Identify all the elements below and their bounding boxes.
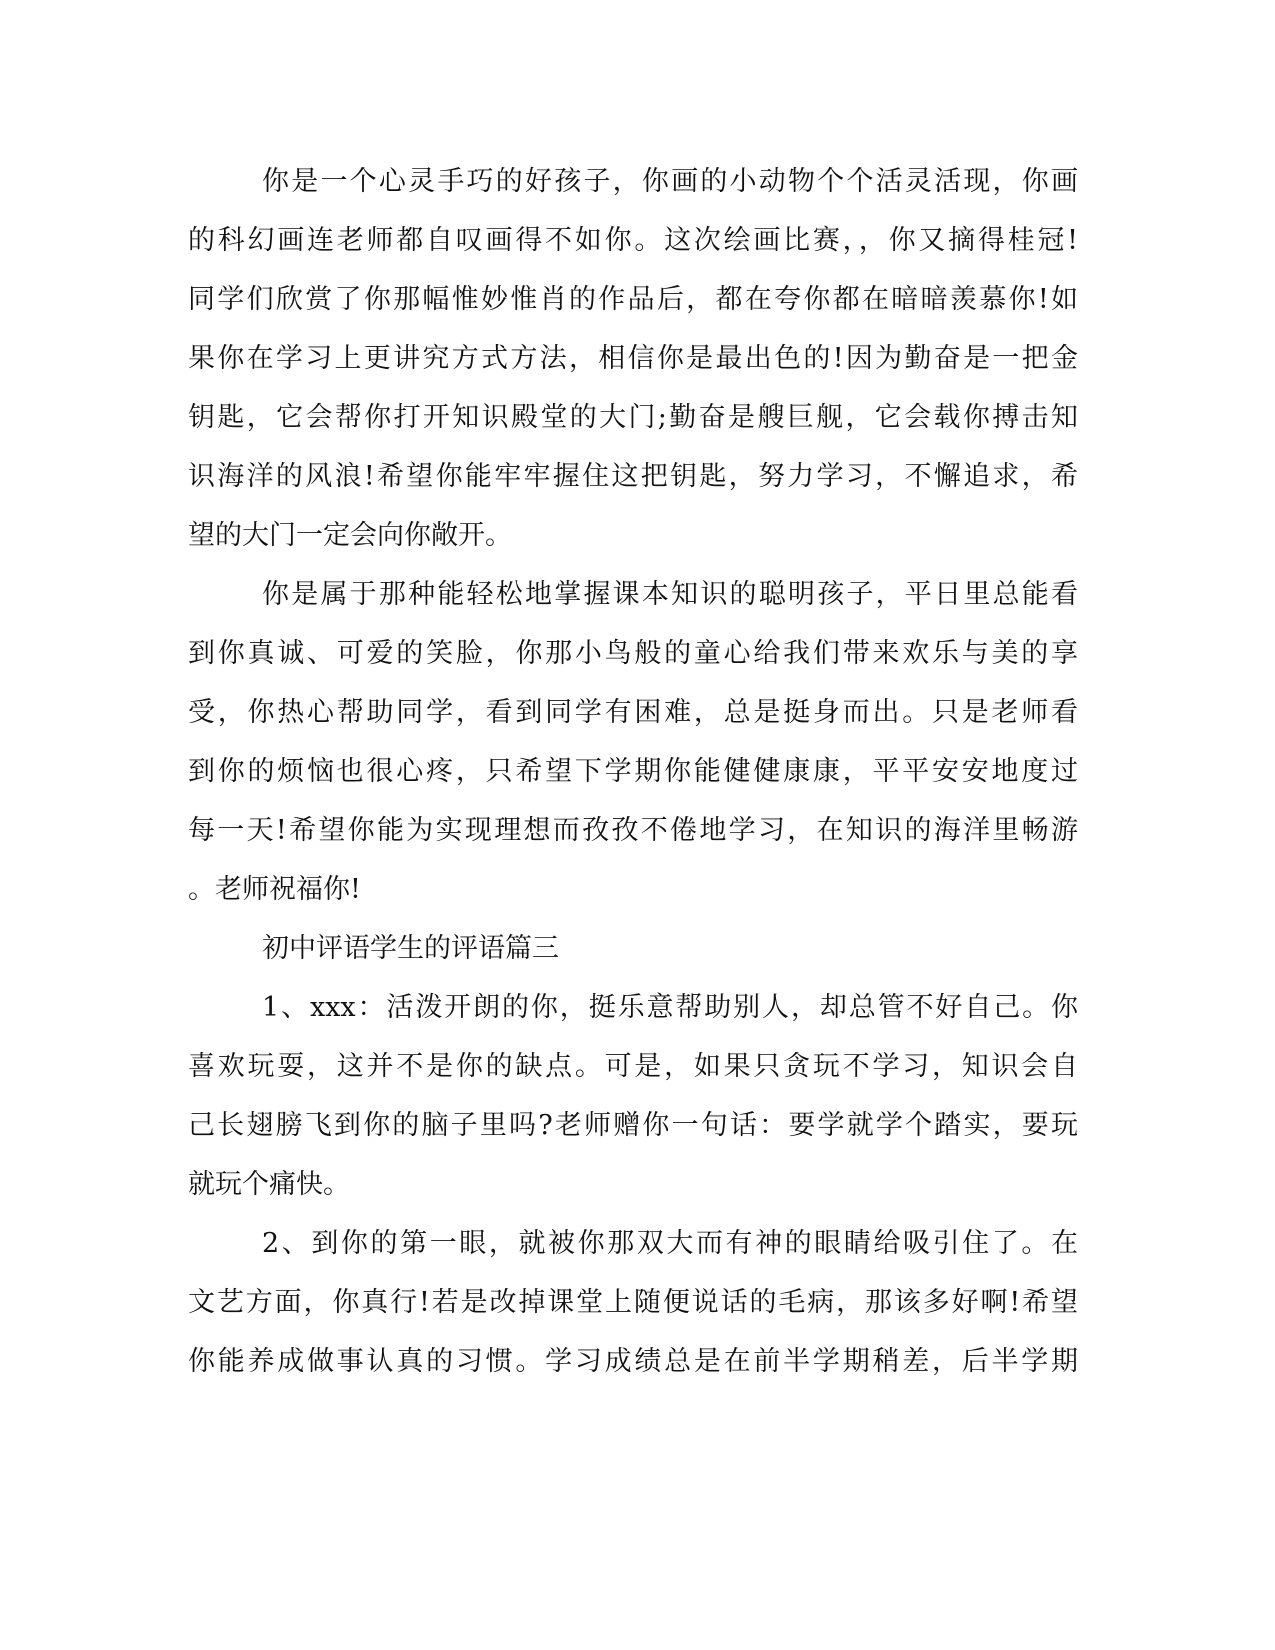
text-line: 望的大门一定会向你敞开。 <box>188 520 512 551</box>
text-line: 1、xxx：活泼开朗的你，挺乐意帮助别人，却总管不好自己。你 <box>262 992 1078 1023</box>
text-line: 到你的烦恼也很心疼，只希望下学期你能健健康康，平平安安地度过 <box>188 756 1078 787</box>
text-line: 同学们欣赏了你那幅惟妙惟肖的作品后，都在夸你都在暗暗羡慕你!如 <box>188 284 1078 315</box>
text-line: 。老师祝福你! <box>188 874 361 905</box>
text-line: 你是属于那种能轻松地掌握课本知识的聪明孩子，平日里总能看 <box>262 579 1078 610</box>
text-line: 受，你热心帮助同学，看到同学有困难，总是挺身而出。只是老师看 <box>188 697 1078 728</box>
text-line: 文艺方面，你真行!若是改掉课堂上随便说话的毛病，那该多好啊!希望 <box>188 1287 1078 1318</box>
text-line: 2、到你的第一眼，就被你那双大而有神的眼睛给吸引住了。在 <box>262 1228 1078 1259</box>
section-heading: 初中评语学生的评语篇三 <box>262 933 559 964</box>
text-line: 你能养成做事认真的习惯。学习成绩总是在前半学期稍差，后半学期 <box>188 1346 1078 1377</box>
text-line: 果你在学习上更讲究方式方法，相信你是最出色的!因为勤奋是一把金 <box>188 343 1078 374</box>
text-line: 的科幻画连老师都自叹画得不如你。这次绘画比赛，，你又摘得桂冠! <box>188 225 1078 256</box>
text-line: 每一天!希望你能为实现理想而孜孜不倦地学习，在知识的海洋里畅游 <box>188 815 1078 846</box>
text-line: 喜欢玩耍，这并不是你的缺点。可是，如果只贪玩不学习，知识会自 <box>188 1051 1078 1082</box>
text-line: 就玩个痛快。 <box>188 1169 350 1200</box>
text-line: 你是一个心灵手巧的好孩子，你画的小动物个个活灵活现，你画 <box>262 166 1078 197</box>
text-line: 到你真诚、可爱的笑脸，你那小鸟般的童心给我们带来欢乐与美的享 <box>188 638 1078 669</box>
text-line: 识海洋的风浪!希望你能牢牢握住这把钥匙，努力学习，不懈追求，希 <box>188 461 1078 492</box>
text-line: 己长翅膀飞到你的脑子里吗?老师赠你一句话：要学就学个踏实，要玩 <box>188 1110 1078 1141</box>
text-line: 钥匙，它会帮你打开知识殿堂的大门;勤奋是艘巨舰，它会载你搏击知 <box>188 402 1078 433</box>
